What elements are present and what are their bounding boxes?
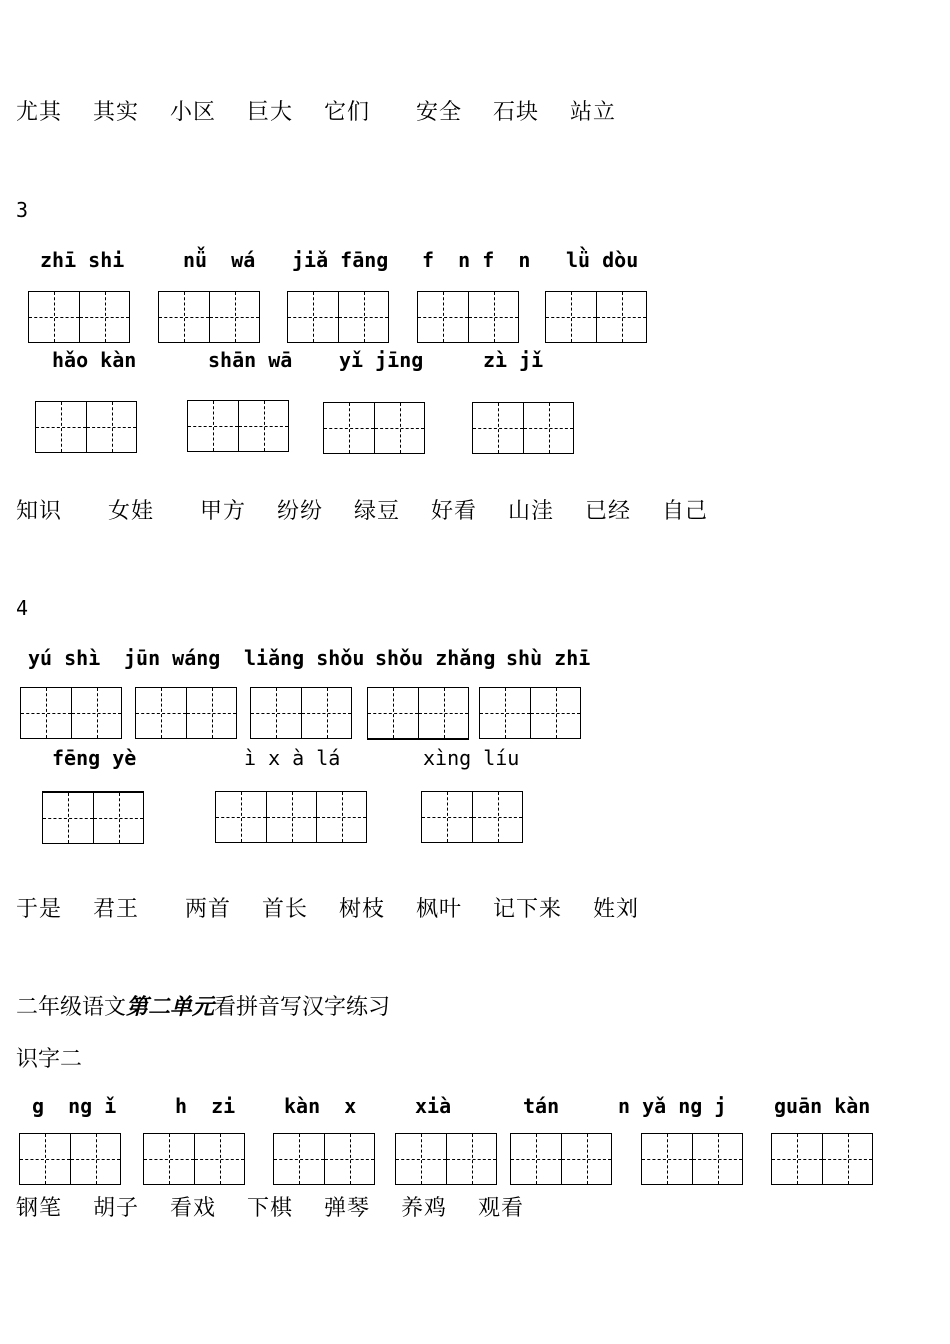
- lesson-subtitle: 识字二: [16, 1047, 83, 1072]
- pinyin-label: h zi: [175, 1094, 236, 1118]
- title-prefix: 二年级语文: [16, 995, 127, 1020]
- pinyin-label: shǒu zhǎng: [375, 646, 496, 670]
- writing-grid[interactable]: [421, 791, 523, 843]
- pinyin-label: xià: [415, 1094, 452, 1118]
- writing-grid[interactable]: [287, 291, 389, 343]
- writing-grid[interactable]: [187, 400, 289, 452]
- writing-grid[interactable]: [143, 1133, 245, 1185]
- writing-grid[interactable]: [158, 291, 260, 343]
- writing-grid[interactable]: [215, 791, 367, 843]
- writing-grid[interactable]: [367, 687, 469, 740]
- writing-grid[interactable]: [510, 1133, 612, 1185]
- writing-grid[interactable]: [323, 402, 425, 454]
- writing-grid[interactable]: [42, 791, 144, 844]
- writing-grid[interactable]: [35, 401, 137, 453]
- pinyin-label: ì x à lá: [244, 746, 341, 770]
- word-list-section-4: 于是 君王 两首 首长 树枝 枫叶 记下来 姓刘: [16, 897, 639, 922]
- pinyin-label: kàn x: [284, 1094, 357, 1118]
- pinyin-label: lǜ dòu: [566, 248, 639, 272]
- pinyin-label: yǐ jīng: [339, 348, 424, 372]
- writing-grid[interactable]: [20, 687, 122, 739]
- word-list-top: 尤其 其实 小区 巨大 它们 安全 石块 站立: [16, 100, 616, 125]
- writing-grid[interactable]: [545, 291, 647, 343]
- writing-grid[interactable]: [135, 687, 237, 739]
- pinyin-label: shù zhī: [506, 646, 591, 670]
- pinyin-label: jūn wáng: [124, 646, 221, 670]
- pinyin-label: xìng líu: [423, 746, 520, 770]
- writing-grid[interactable]: [771, 1133, 873, 1185]
- section-number-3: 3: [16, 198, 29, 222]
- writing-grid[interactable]: [273, 1133, 375, 1185]
- pinyin-label: fēng yè: [52, 746, 137, 770]
- pinyin-label: hǎo kàn: [52, 348, 137, 372]
- writing-grid[interactable]: [472, 402, 574, 454]
- pinyin-label: guān kàn: [774, 1094, 871, 1118]
- pinyin-label: yú shì: [28, 646, 101, 670]
- pinyin-label: nǚ wá: [183, 248, 256, 272]
- pinyin-label: f n f n: [422, 248, 531, 272]
- word-list-unit-2: 钢笔 胡子 看戏 下棋 弹琴 养鸡 观看: [16, 1196, 524, 1221]
- writing-grid[interactable]: [28, 291, 130, 343]
- pinyin-label: shān wā: [208, 348, 293, 372]
- writing-grid[interactable]: [19, 1133, 121, 1185]
- word-list-section-3: 知识 女娃 甲方 纷纷 绿豆 好看 山洼 已经 自己: [16, 499, 708, 524]
- section-number-4: 4: [16, 596, 29, 620]
- pinyin-label: tán: [523, 1094, 560, 1118]
- writing-grid[interactable]: [250, 687, 352, 739]
- pinyin-label: zì jǐ: [483, 348, 544, 372]
- pinyin-label: zhī shi: [40, 248, 125, 272]
- writing-grid[interactable]: [641, 1133, 743, 1185]
- writing-grid[interactable]: [417, 291, 519, 343]
- pinyin-label: liǎng shǒu: [244, 646, 365, 670]
- worksheet-title: [16, 990, 390, 1021]
- pinyin-label: jiǎ fāng: [292, 248, 389, 272]
- pinyin-label: g ng ǐ: [32, 1094, 117, 1118]
- title-unit-bold: 第二单元: [126, 994, 215, 1020]
- title-suffix: 看拼音写汉字练习: [214, 995, 391, 1020]
- pinyin-label: n yǎ ng j: [618, 1094, 727, 1118]
- writing-grid[interactable]: [395, 1133, 497, 1185]
- writing-grid[interactable]: [479, 687, 581, 739]
